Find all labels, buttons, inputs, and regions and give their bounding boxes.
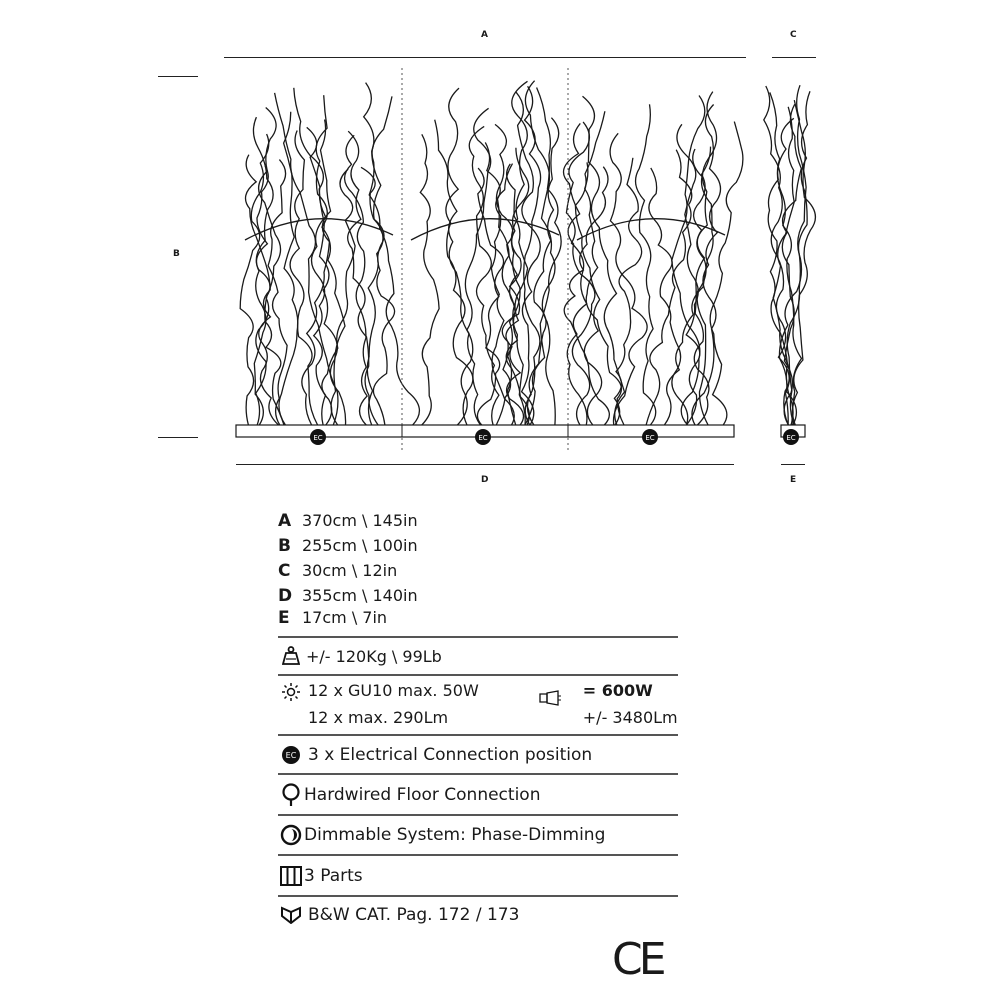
hardwired-text: Hardwired Floor Connection: [304, 784, 541, 805]
dimmer-icon: [278, 824, 304, 846]
branch-arch: [245, 219, 393, 240]
connection-row: [278, 736, 678, 775]
dimension-row-e: [278, 608, 678, 638]
branch-stem: [614, 158, 641, 425]
floor-connection-icon: [278, 783, 304, 807]
svg-text:EC: EC: [786, 434, 796, 442]
ce-mark: CE: [612, 934, 663, 985]
branch-stem: [636, 104, 656, 425]
branch-stem: [369, 96, 419, 425]
dimension-label-c: C: [790, 30, 797, 40]
dimension-letter: E: [278, 608, 290, 628]
branch-stem: [496, 148, 528, 425]
dimension-row-a: [278, 508, 678, 533]
dimension-letter: D: [278, 585, 293, 606]
branch-stem: [710, 122, 743, 425]
branch-stem: [649, 168, 688, 425]
branch-stem: [585, 162, 624, 425]
dimension-label-a: A: [481, 30, 488, 40]
side-branch-stem: [773, 107, 794, 425]
branch-stem: [508, 81, 528, 425]
branch-stem: [279, 112, 298, 425]
catalog-row: [278, 897, 678, 933]
svg-text:EC: EC: [285, 750, 297, 760]
catalog-text: B&W CAT. Pag. 172 / 173: [308, 905, 520, 925]
ec-marker-3: [642, 429, 658, 445]
ec-icon: [278, 745, 304, 765]
branch-stem: [525, 118, 559, 425]
dimension-label-e: E: [790, 475, 797, 485]
svg-text:EC: EC: [313, 434, 323, 442]
dimension-letter: A: [278, 510, 292, 531]
weight-row: [278, 638, 678, 676]
lamp-spec-lumen: 12 x max. 290Lm: [308, 708, 449, 727]
sun-icon: [278, 682, 304, 702]
parts-row: [278, 856, 678, 897]
catalog-icon: [278, 906, 304, 924]
ec-marker-2: [475, 429, 491, 445]
dimension-value: 30cm \ 12in: [302, 561, 398, 580]
gu10-bulb-icon: [537, 689, 563, 707]
dimension-row-b: [278, 533, 678, 558]
branch-stem: [290, 131, 318, 426]
branch-stem: [446, 88, 473, 425]
branch-stem: [420, 134, 439, 425]
branch-stem: [525, 81, 555, 425]
dimmable-row: [278, 816, 678, 856]
parts-text: 3 Parts: [304, 865, 363, 886]
branch-stem: [435, 120, 481, 425]
parts-icon: [278, 866, 304, 886]
lamps-row: [278, 676, 678, 736]
dimension-value: 355cm \ 140in: [302, 586, 418, 605]
dimmable-text: Dimmable System: Phase-Dimming: [304, 825, 606, 845]
dimension-value: 255cm \ 100in: [302, 536, 418, 555]
hardwired-row: [278, 775, 678, 816]
dimension-row-c: [278, 558, 678, 583]
lamp-total-power: = 600W: [582, 681, 653, 700]
svg-text:EC: EC: [478, 434, 488, 442]
weight-icon: [278, 646, 304, 666]
dimension-label-d: D: [481, 475, 489, 485]
branch-stem: [672, 96, 705, 426]
dimension-row-d: [278, 583, 678, 608]
branch-stem: [525, 88, 561, 426]
dimension-letter: B: [278, 535, 291, 556]
specifications: [278, 508, 678, 933]
dimension-value: 17cm \ 7in: [302, 608, 388, 627]
dimension-letter: C: [278, 560, 291, 581]
connection-text: 3 x Electrical Connection position: [308, 744, 593, 765]
svg-text:EC: EC: [645, 434, 655, 442]
lamp-spec-power: 12 x GU10 max. 50W: [308, 681, 479, 700]
dimension-value: 370cm \ 145in: [302, 511, 418, 530]
ec-marker-1: [310, 429, 326, 445]
dimension-label-b: B: [173, 249, 180, 259]
lamp-total-lumen: +/- 3480Lm: [582, 708, 678, 727]
branch-stem: [302, 120, 331, 426]
weight-text: +/- 120Kg \ 99Lb: [306, 646, 442, 666]
ec-marker-side: [783, 429, 799, 445]
branch-stem: [240, 134, 269, 425]
